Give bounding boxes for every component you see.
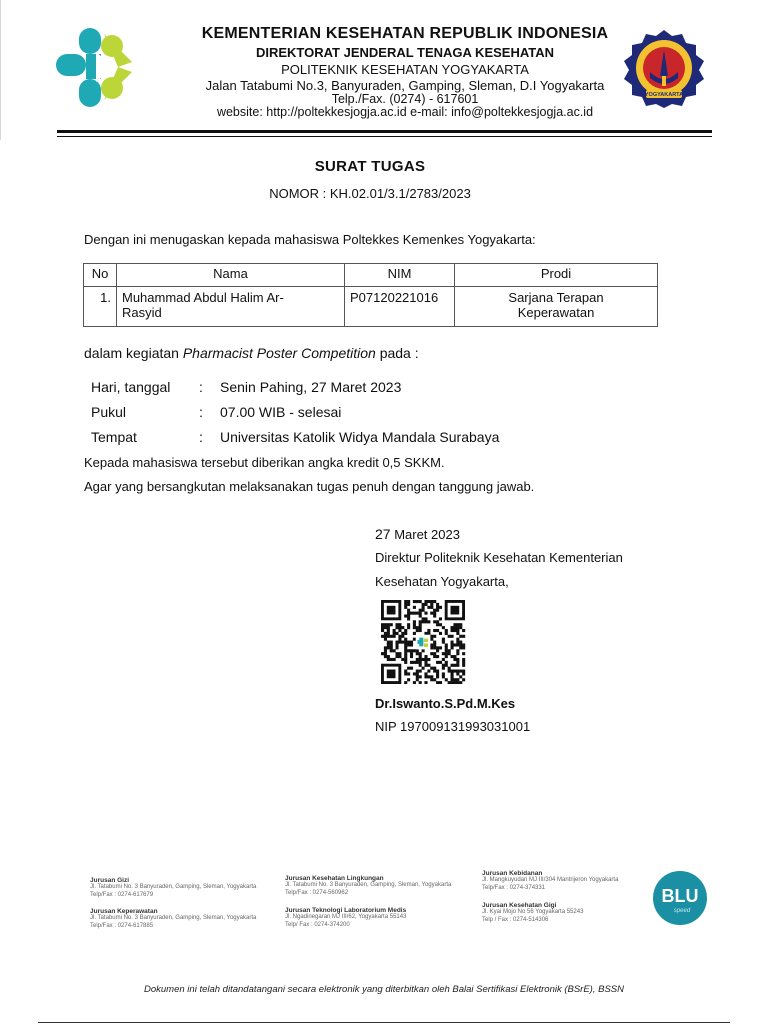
footer-dept-keperawatan bbox=[90, 908, 280, 930]
header-ministry: KEMENTERIAN KESEHATAN REPUBLIK INDONESIA bbox=[201, 25, 609, 42]
blu-logo-sub: speed bbox=[673, 908, 691, 914]
assignment-table bbox=[83, 263, 658, 327]
signature-position-line1: Direktur Politeknik Kesehatan Kementerian bbox=[375, 550, 623, 565]
footer-dept-address: Jl. Mangkuyudan MJ III/304 Mantrijeron Yogyakarta bbox=[482, 877, 619, 883]
footer-dept-kebidanan bbox=[482, 870, 672, 892]
footer-dept-name: Jurusan Teknologi Laboratorium Medis bbox=[285, 907, 407, 914]
credit-text: Kepada mahasiswa tersebut diberikan angka kredit 0,5 SKKM. bbox=[84, 455, 445, 470]
header-rule-thick bbox=[57, 130, 712, 133]
activity-prefix: dalam kegiatan bbox=[84, 345, 183, 361]
detail-colon: : bbox=[199, 379, 203, 395]
col-header-prodi: Prodi bbox=[455, 264, 658, 287]
blu-logo-icon bbox=[651, 870, 709, 926]
esign-disclaimer: Dokumen ini telah ditandatangani secara elektronik yang diterbitkan oleh Balai Sertifikasi Elektronik (BSrE), BSSN bbox=[144, 984, 624, 995]
footer-rule bbox=[38, 1022, 730, 1023]
footer-dept-gigi bbox=[482, 902, 672, 924]
detail-label-time: Pukul bbox=[91, 404, 127, 420]
detail-value-place: Universitas Katolik Widya Mandala Surabaya bbox=[220, 429, 500, 445]
cell-nama bbox=[117, 287, 345, 327]
closing-text: Agar yang bersangkutan melaksanakan tugas penuh dengan tanggung jawab. bbox=[84, 479, 535, 494]
footer-dept-phone: Telp/Fax : 0274-617679 bbox=[90, 891, 154, 898]
footer-dept-address: Jl. Tatabumi No. 3 Banyuraden, Gamping, Sleman, Yogyakarta bbox=[285, 882, 452, 888]
header-directorate: DIREKTORAT JENDERAL TENAGA KESEHATAN bbox=[255, 45, 555, 60]
intro-text: Dengan ini menugaskan kepada mahasiswa Poltekkes Kemenkes Yogyakarta: bbox=[84, 232, 536, 247]
header-phone: Telp./Fax. (0274) - 617601 bbox=[331, 92, 479, 106]
footer-dept-tlm bbox=[285, 907, 475, 929]
cell-prodi-line2: Keperawatan bbox=[517, 305, 595, 320]
footer-dept-address: Jl. Ngadinegaran MJ III/62, Yogyakarta 55143 bbox=[285, 914, 407, 920]
footer-dept-address: Jl. Tatabumi No. 3 Banyuraden, Gamping, Sleman, Yogyakarta bbox=[90, 915, 257, 921]
cell-nama-line2: Rasyid bbox=[122, 305, 162, 320]
blu-logo-text: BLU bbox=[661, 886, 699, 906]
header-institution: POLITEKNIK KESEHATAN YOGYAKARTA bbox=[281, 62, 529, 77]
footer-dept-name: Jurusan Gizi bbox=[90, 877, 130, 884]
table-row bbox=[84, 287, 658, 327]
footer-dept-name: Jurusan Kebidanan bbox=[482, 870, 543, 877]
page-edge-mark bbox=[0, 0, 1, 140]
cell-nama-line1: Muhammad Abdul Halim Ar- bbox=[122, 290, 284, 305]
detail-colon: : bbox=[199, 429, 203, 445]
kemenkes-logo-icon bbox=[52, 24, 138, 110]
footer-dept-kesling bbox=[285, 875, 475, 897]
cell-prodi bbox=[455, 287, 658, 327]
header-address: Jalan Tatabumi No.3, Banyuraden, Gamping, Sleman, D.I Yogyakarta bbox=[205, 78, 605, 93]
detail-label-place: Tempat bbox=[91, 429, 137, 445]
signature-day: 27 bbox=[375, 526, 391, 542]
footer-dept-gizi bbox=[90, 877, 280, 899]
document-number: NOMOR : KH.02.01/3.1/2783/2023 bbox=[269, 186, 471, 201]
col-header-nama: Nama bbox=[117, 264, 345, 287]
footer-dept-address: Jl. Tatabumi No. 3 Banyuraden, Gamping, Sleman, Yogyakarta bbox=[90, 884, 257, 890]
seal-bottom-text: YOGYAKARTA bbox=[644, 92, 684, 98]
signatory-nip: NIP 197009131993031001 bbox=[375, 719, 531, 734]
header-web-email: website: http://poltekkesjogja.ac.id e-mail: info@poltekkesjogja.ac.id bbox=[216, 105, 594, 119]
signature-position-line2: Kesehatan Yogyakarta, bbox=[375, 574, 509, 589]
cell-no: 1. bbox=[84, 287, 117, 327]
cell-prodi-line1: Sarjana Terapan bbox=[508, 290, 604, 305]
cell-nim: P07120221016 bbox=[345, 287, 455, 327]
footer-dept-name: Jurusan Kesehatan Lingkungan bbox=[285, 875, 384, 882]
signature-date bbox=[375, 526, 460, 542]
detail-colon: : bbox=[199, 404, 203, 420]
footer-dept-phone: Telp/Fax : 0274-560962 bbox=[285, 889, 349, 896]
table-header-row bbox=[84, 264, 658, 287]
activity-suffix: pada : bbox=[375, 345, 419, 361]
detail-label-date: Hari, tanggal bbox=[91, 379, 171, 395]
col-header-nim: NIM bbox=[345, 264, 455, 287]
signatory-name: Dr.Iswanto.S.Pd.M.Kes bbox=[375, 696, 516, 711]
signature-month-year: Maret 2023 bbox=[390, 527, 460, 542]
detail-value-time: 07.00 WIB - selesai bbox=[220, 404, 342, 420]
header-rule-thin bbox=[57, 136, 712, 137]
document-title: SURAT TUGAS bbox=[314, 158, 426, 175]
footer-dept-name: Jurusan Kesehatan Gigi bbox=[482, 902, 557, 909]
footer-dept-phone: Telp/ Fax : 0274-374200 bbox=[285, 921, 350, 928]
activity-line bbox=[84, 345, 419, 361]
footer-dept-name: Jurusan Keperawatan bbox=[90, 908, 158, 915]
detail-value-date: Senin Pahing, 27 Maret 2023 bbox=[220, 379, 402, 395]
col-header-no: No bbox=[84, 264, 117, 287]
footer-dept-phone: Telp / Fax : 0274-514306 bbox=[482, 916, 549, 923]
activity-event-name: Pharmacist Poster Competition bbox=[182, 345, 376, 361]
footer-dept-phone: Telp/Fax : 0274-374331 bbox=[482, 884, 546, 891]
footer-dept-address: Jl. Kyai Mojo No 56 Yogyakarta 55243 bbox=[482, 909, 584, 915]
qr-code-icon bbox=[379, 600, 467, 684]
footer-dept-phone: Telp/Fax : 0274-617885 bbox=[90, 922, 154, 929]
